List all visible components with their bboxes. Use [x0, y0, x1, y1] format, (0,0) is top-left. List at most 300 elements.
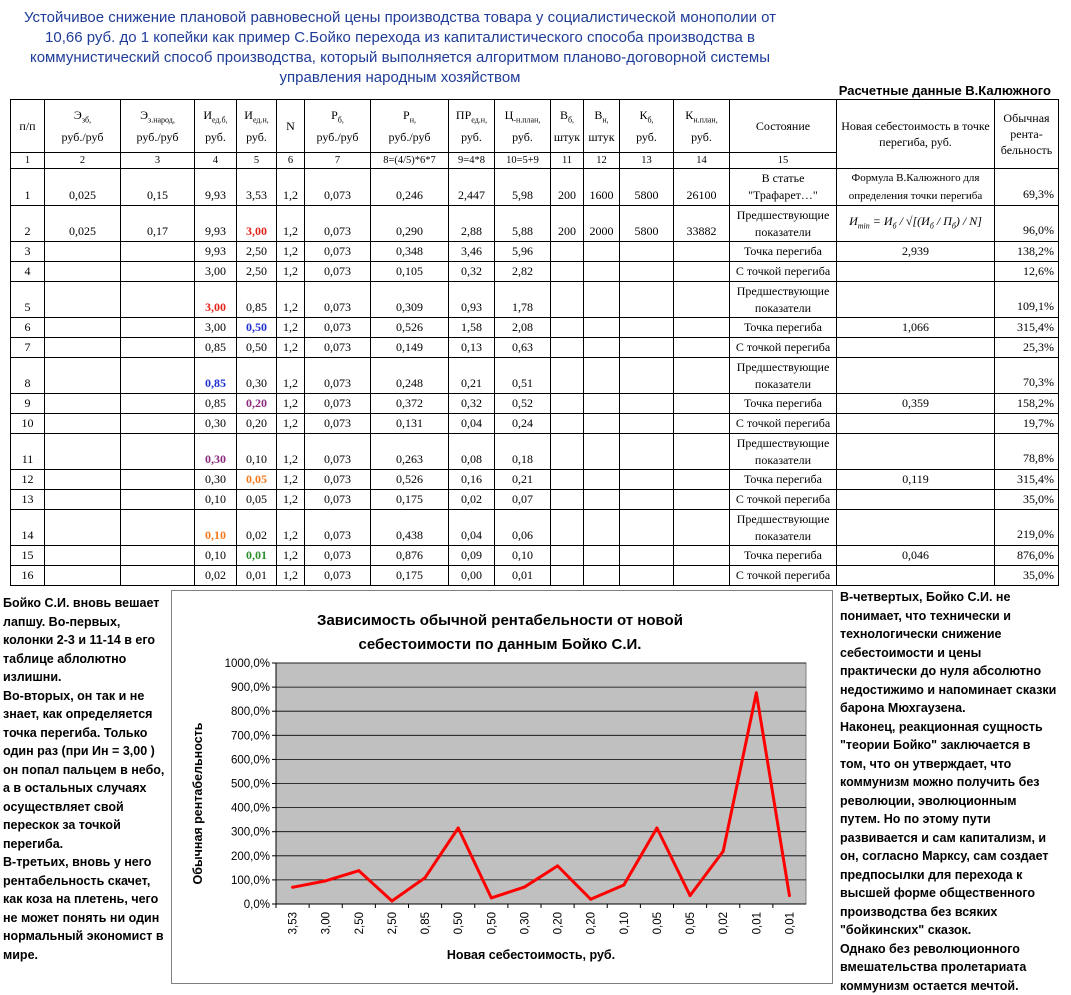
cell-newc — [837, 490, 995, 510]
x-tick-label: 0,02 — [718, 912, 730, 934]
cell-p1: 0,073 — [305, 282, 371, 318]
cell-p2: 0,105 — [371, 262, 449, 282]
cell-pr: 3,46 — [449, 242, 495, 262]
y-tick-label: 300,0% — [231, 827, 270, 839]
cell-i1: 0,30 — [195, 434, 237, 470]
column-number: 14 — [674, 153, 730, 169]
cell-v2 — [584, 282, 620, 318]
cell-N: 1,2 — [277, 470, 305, 490]
cell-rent: 69,3% — [995, 169, 1059, 206]
cell-p2: 0,348 — [371, 242, 449, 262]
page-title — [0, 8, 800, 88]
cell-pr: 0,32 — [449, 394, 495, 414]
cell-k2 — [674, 414, 730, 434]
cell-e1: 0,025 — [45, 206, 121, 242]
x-tick-label: 2,50 — [354, 912, 366, 934]
cell-p2: 0,876 — [371, 546, 449, 566]
right-note-p3: Однако без революционного вмешательства пролетариата коммунизм остается мечтой. — [840, 940, 1060, 995]
table-row — [11, 318, 1059, 338]
column-number: 10=5+9 — [495, 153, 551, 169]
cell-k2 — [674, 358, 730, 394]
cell-i2: 0,05 — [237, 470, 277, 490]
cell-rent: 19,7% — [995, 414, 1059, 434]
cell-p1: 0,073 — [305, 206, 371, 242]
cell-v1 — [551, 490, 584, 510]
cell-N: 1,2 — [277, 414, 305, 434]
cell-p1: 0,073 — [305, 566, 371, 586]
cell-e2 — [121, 242, 195, 262]
cell-k2 — [674, 566, 730, 586]
cell-newc — [837, 510, 995, 546]
cell-i2: 2,50 — [237, 262, 277, 282]
y-axis-label: Обычная рентабельность — [191, 722, 205, 884]
cell-newc — [837, 282, 995, 318]
cell-e2 — [121, 490, 195, 510]
cell-e1 — [45, 318, 121, 338]
column-number: 15 — [730, 153, 837, 169]
header-pr: $ПР_{ед.н,}$ руб. — [449, 100, 495, 153]
cell-N: 1,2 — [277, 546, 305, 566]
cell-i1: 0,30 — [195, 470, 237, 490]
cell-k1 — [620, 510, 674, 546]
cell-e1: 0,025 — [45, 169, 121, 206]
table-row — [11, 358, 1059, 394]
cell-e1 — [45, 566, 121, 586]
cell-p1: 0,073 — [305, 434, 371, 470]
cell-rent: 78,8% — [995, 434, 1059, 470]
cell-n: 8 — [11, 358, 45, 394]
cell-p1: 0,073 — [305, 242, 371, 262]
cell-k2 — [674, 338, 730, 358]
y-tick-label: 100,0% — [231, 875, 270, 887]
header-price: $Ц_{-н.план,}$ руб. — [495, 100, 551, 153]
cell-i2: 2,50 — [237, 242, 277, 262]
data-point — [457, 826, 460, 829]
x-tick-label: 0,50 — [453, 912, 465, 934]
x-tick-label: 2,50 — [387, 912, 399, 934]
x-tick-label: 0,10 — [619, 912, 631, 934]
y-tick-label: 0,0% — [244, 899, 270, 911]
cell-e1 — [45, 414, 121, 434]
cell-k1 — [620, 414, 674, 434]
x-tick-label: 0,30 — [519, 912, 531, 934]
cell-N: 1,2 — [277, 490, 305, 510]
header-num: п/п — [11, 100, 45, 153]
cell-i2: 0,50 — [237, 318, 277, 338]
cell-p2: 0,149 — [371, 338, 449, 358]
cell-k1 — [620, 566, 674, 586]
cell-v1 — [551, 318, 584, 338]
column-number: 9=4*8 — [449, 153, 495, 169]
y-tick-label: 1000,0% — [225, 658, 270, 670]
cell-pr: 1,58 — [449, 318, 495, 338]
cell-N: 1,2 — [277, 338, 305, 358]
left-note-p2: Во-вторых, он так и не знает, как определяется точка перегиба. Только один раз (при Ин = 3,00 ) он попал пальцем в небо, а в остальных случаях осуществляет свой перескок за точкой перегиба. — [3, 687, 168, 854]
cell-state: Точка перегиба — [730, 394, 837, 414]
cell-rent: 315,4% — [995, 318, 1059, 338]
cell-k2 — [674, 282, 730, 318]
header-state: Состояние — [730, 100, 837, 153]
header-kn: $К_{н.план,}$ руб. — [674, 100, 730, 153]
cell-n: 6 — [11, 318, 45, 338]
cell-i1: 9,93 — [195, 169, 237, 206]
header-rb: $Р_{б,}$ руб./руб — [305, 100, 371, 153]
cell-c: 0,07 — [495, 490, 551, 510]
cell-v1 — [551, 358, 584, 394]
left-commentary — [3, 594, 168, 964]
x-tick-label: 0,50 — [486, 912, 498, 934]
cell-i1: 0,30 — [195, 414, 237, 434]
cell-v1 — [551, 470, 584, 490]
cell-i2: 0,01 — [237, 546, 277, 566]
cell-e1 — [45, 282, 121, 318]
cell-c: 0,52 — [495, 394, 551, 414]
cell-c: 1,78 — [495, 282, 551, 318]
cell-v2 — [584, 262, 620, 282]
title-line-1: Устойчивое снижение плановой равновесной цены производства товара у социалистической монополии от — [0, 8, 800, 28]
cell-rent: 35,0% — [995, 490, 1059, 510]
cell-p2: 0,246 — [371, 169, 449, 206]
cell-i2: 3,00 — [237, 206, 277, 242]
header-kb: $К_{б,}$ руб. — [620, 100, 674, 153]
cell-v2 — [584, 470, 620, 490]
cell-state: С точкой перегиба — [730, 338, 837, 358]
cell-pr: 0,16 — [449, 470, 495, 490]
cell-p1: 0,073 — [305, 262, 371, 282]
cell-newc — [837, 206, 995, 242]
cell-e2 — [121, 546, 195, 566]
cell-v2: 2000 — [584, 206, 620, 242]
cell-n: 5 — [11, 282, 45, 318]
cell-v1: 200 — [551, 206, 584, 242]
cell-k2 — [674, 434, 730, 470]
cell-i1: 9,93 — [195, 206, 237, 242]
cell-v2 — [584, 318, 620, 338]
cell-pr: 0,32 — [449, 262, 495, 282]
cell-rent: 25,3% — [995, 338, 1059, 358]
cell-c: 2,08 — [495, 318, 551, 338]
table-row — [11, 282, 1059, 318]
cell-newc — [837, 358, 995, 394]
y-tick-label: 600,0% — [231, 754, 270, 766]
cell-v2 — [584, 566, 620, 586]
column-number: 7 — [305, 153, 371, 169]
cell-p1: 0,073 — [305, 470, 371, 490]
cell-newc — [837, 338, 995, 358]
cell-k1 — [620, 546, 674, 566]
cell-v1 — [551, 282, 584, 318]
cell-v1 — [551, 546, 584, 566]
x-tick-label: 0,01 — [784, 912, 796, 934]
cell-n: 10 — [11, 414, 45, 434]
table-row — [11, 546, 1059, 566]
cell-k1 — [620, 394, 674, 414]
cell-c: 0,63 — [495, 338, 551, 358]
data-point — [722, 850, 725, 853]
x-tick-label: 0,01 — [751, 912, 763, 934]
cell-k2 — [674, 318, 730, 338]
cell-v1 — [551, 242, 584, 262]
cell-c: 0,21 — [495, 470, 551, 490]
cell-pr: 0,02 — [449, 490, 495, 510]
cell-p1: 0,073 — [305, 318, 371, 338]
cell-v2: 1600 — [584, 169, 620, 206]
cell-v1: 200 — [551, 169, 584, 206]
cell-rent: 109,1% — [995, 282, 1059, 318]
cell-e1 — [45, 470, 121, 490]
cell-newc: 0,359 — [837, 394, 995, 414]
cell-pr: 0,09 — [449, 546, 495, 566]
cell-e2 — [121, 394, 195, 414]
right-note-p1: В-четвертых, Бойко С.И. не понимает, что технически и технологически снижение себестоимости и цены практически до нуля абсолютно недостижимо и напоминает сказки барона Мюхгаузена. — [840, 588, 1060, 718]
table-row — [11, 414, 1059, 434]
header-rn: $Р_{н,}$ руб./руб — [371, 100, 449, 153]
cell-i1: 3,00 — [195, 262, 237, 282]
cell-k2: 33882 — [674, 206, 730, 242]
table-row — [11, 262, 1059, 282]
cell-N: 1,2 — [277, 394, 305, 414]
cell-newc: 0,119 — [837, 470, 995, 490]
cell-newc: 0,046 — [837, 546, 995, 566]
cell-state: В статье "Трафарет…" — [730, 169, 837, 206]
cell-n: 14 — [11, 510, 45, 546]
cell-v1 — [551, 566, 584, 586]
table-row — [11, 490, 1059, 510]
cell-newc — [837, 434, 995, 470]
table-row — [11, 470, 1059, 490]
data-point — [689, 894, 692, 897]
cell-v1 — [551, 394, 584, 414]
cell-state: С точкой перегиба — [730, 414, 837, 434]
cell-c: 5,88 — [495, 206, 551, 242]
column-number: 13 — [620, 153, 674, 169]
calculation-table — [10, 99, 1059, 586]
cell-n: 15 — [11, 546, 45, 566]
cell-e1 — [45, 490, 121, 510]
chart-title-line: себестоимости по данным Бойко С.И. — [359, 636, 642, 653]
cell-pr: 0,93 — [449, 282, 495, 318]
cell-rent: 158,2% — [995, 394, 1059, 414]
cell-N: 1,2 — [277, 282, 305, 318]
data-point — [556, 864, 559, 867]
cell-k1 — [620, 338, 674, 358]
cell-state: Предшествующие показатели — [730, 510, 837, 546]
header-new-cost: Новая себестоимость в точке перегиба, руб. — [837, 100, 995, 169]
header-ieb: $И_{ед.б,}$ руб. — [195, 100, 237, 153]
left-note-p1: Бойко С.И. вновь вешает лапшу. Во-первых, колонки 2-3 и 11-14 в его таблице аблолютно излишни. — [3, 594, 168, 687]
cell-i1: 0,85 — [195, 358, 237, 394]
cell-i1: 9,93 — [195, 242, 237, 262]
cell-pr: 2,88 — [449, 206, 495, 242]
cell-N: 1,2 — [277, 434, 305, 470]
cell-pr: 2,447 — [449, 169, 495, 206]
cell-newc — [837, 414, 995, 434]
cell-c: 5,98 — [495, 169, 551, 206]
data-point — [755, 691, 758, 694]
column-number: 3 — [121, 153, 195, 169]
cell-state: С точкой перегиба — [730, 490, 837, 510]
cell-e2 — [121, 262, 195, 282]
cell-rent: 70,3% — [995, 358, 1059, 394]
header-rent: Обычная рента-бельность — [995, 100, 1059, 169]
cell-i2: 0,50 — [237, 338, 277, 358]
rentability-chart — [171, 590, 833, 984]
cell-i1: 0,10 — [195, 546, 237, 566]
data-point — [490, 896, 493, 899]
cell-n: 12 — [11, 470, 45, 490]
cell-n: 11 — [11, 434, 45, 470]
data-point — [622, 884, 625, 887]
cell-e1 — [45, 338, 121, 358]
table-row — [11, 510, 1059, 546]
cell-p1: 0,073 — [305, 490, 371, 510]
cell-k1 — [620, 318, 674, 338]
table-body — [11, 169, 1059, 586]
cell-n: 2 — [11, 206, 45, 242]
cell-e2 — [121, 282, 195, 318]
cell-v2 — [584, 414, 620, 434]
cell-p2: 0,438 — [371, 510, 449, 546]
cell-n: 1 — [11, 169, 45, 206]
cell-pr: 0,04 — [449, 414, 495, 434]
data-point — [357, 869, 360, 872]
cell-state: Предшествующие показатели — [730, 434, 837, 470]
header-ien: $И_{ед.н,}$ руб. — [237, 100, 277, 153]
cell-pr: 0,21 — [449, 358, 495, 394]
cell-p1: 0,073 — [305, 414, 371, 434]
cell-rent: 315,4% — [995, 470, 1059, 490]
column-number: 12 — [584, 153, 620, 169]
cell-k1 — [620, 242, 674, 262]
cell-i1: 0,10 — [195, 510, 237, 546]
cell-p2: 0,526 — [371, 470, 449, 490]
cell-p1: 0,073 — [305, 169, 371, 206]
cell-N: 1,2 — [277, 242, 305, 262]
cell-pr: 0,00 — [449, 566, 495, 586]
cell-v2 — [584, 338, 620, 358]
cell-state: Точка перегиба — [730, 546, 837, 566]
column-number: 1 — [11, 153, 45, 169]
cell-newc: 2,939 — [837, 242, 995, 262]
x-tick-label: 0,20 — [553, 912, 565, 934]
cell-i2: 0,01 — [237, 566, 277, 586]
chart-title-line: Зависимость обычной рентабельности от новой — [317, 612, 683, 629]
left-note-p3: В-третьих, вновь у него рентабельность скачет, как коза на плетень, чего не может понять ни один нормальный экономист в мире. — [3, 853, 168, 964]
kalyuzhny-formula: $И_{min} = И_б / √[(И_б / П_б) / N]$ — [849, 214, 982, 228]
data-point — [390, 899, 393, 902]
cell-p2: 0,309 — [371, 282, 449, 318]
cell-i2: 0,05 — [237, 490, 277, 510]
cell-rent: 138,2% — [995, 242, 1059, 262]
cell-N: 1,2 — [277, 566, 305, 586]
cell-newc — [837, 262, 995, 282]
cell-c: 2,82 — [495, 262, 551, 282]
cell-rent: 12,6% — [995, 262, 1059, 282]
cell-N: 1,2 — [277, 358, 305, 394]
cell-v1 — [551, 338, 584, 358]
cell-k1 — [620, 434, 674, 470]
y-tick-label: 700,0% — [231, 730, 270, 742]
column-number: 2 — [45, 153, 121, 169]
cell-k1 — [620, 470, 674, 490]
cell-c: 0,51 — [495, 358, 551, 394]
cell-rent: 96,0% — [995, 206, 1059, 242]
cell-i2: 0,85 — [237, 282, 277, 318]
data-point — [523, 886, 526, 889]
cell-n: 9 — [11, 394, 45, 414]
cell-k1 — [620, 282, 674, 318]
cell-e2 — [121, 338, 195, 358]
cell-e1 — [45, 546, 121, 566]
cell-p2: 0,263 — [371, 434, 449, 470]
cell-newc: Формула В.Калюжного для определения точки перегиба — [837, 169, 995, 206]
cell-e2: 0,15 — [121, 169, 195, 206]
column-number: 5 — [237, 153, 277, 169]
x-tick-label: 3,53 — [288, 912, 300, 934]
table-row — [11, 206, 1059, 242]
cell-n: 4 — [11, 262, 45, 282]
data-point — [424, 876, 427, 879]
title-line-4: управления народным хозяйством — [0, 68, 800, 88]
cell-k2 — [674, 394, 730, 414]
cell-p2: 0,131 — [371, 414, 449, 434]
cell-i1: 3,00 — [195, 282, 237, 318]
cell-k1: 5800 — [620, 206, 674, 242]
credit-label: Расчетные данные В.Калюжного — [839, 83, 1051, 98]
cell-i1: 3,00 — [195, 318, 237, 338]
column-number: 8=(4/5)*6*7 — [371, 153, 449, 169]
cell-k2 — [674, 262, 730, 282]
cell-pr: 0,13 — [449, 338, 495, 358]
cell-e1 — [45, 510, 121, 546]
cell-i2: 0,02 — [237, 510, 277, 546]
header-eznarod: $Э_{з.народ,}$ руб./руб — [121, 100, 195, 153]
cell-k2 — [674, 490, 730, 510]
cell-e1 — [45, 394, 121, 414]
cell-e2: 0,17 — [121, 206, 195, 242]
cell-p1: 0,073 — [305, 546, 371, 566]
y-tick-label: 500,0% — [231, 779, 270, 791]
cell-v2 — [584, 242, 620, 262]
cell-c: 0,18 — [495, 434, 551, 470]
x-axis-label: Новая себестоимость, руб. — [447, 948, 615, 962]
header-vn: $В_{н,}$ штук — [584, 100, 620, 153]
cell-v2 — [584, 394, 620, 414]
cell-newc: 1,066 — [837, 318, 995, 338]
cell-v2 — [584, 546, 620, 566]
cell-p1: 0,073 — [305, 394, 371, 414]
chart-svg — [172, 591, 832, 983]
cell-N: 1,2 — [277, 262, 305, 282]
title-line-2: 10,66 руб. до 1 копейки как пример С.Бойко перехода из капиталистического способа производства в — [0, 28, 800, 48]
data-point — [788, 894, 791, 897]
cell-p1: 0,073 — [305, 338, 371, 358]
y-tick-label: 900,0% — [231, 682, 270, 694]
cell-N: 1,2 — [277, 510, 305, 546]
x-tick-label: 0,05 — [652, 912, 664, 934]
table-row — [11, 394, 1059, 414]
cell-c: 0,06 — [495, 510, 551, 546]
cell-rent: 876,0% — [995, 546, 1059, 566]
right-note-p2: Наконец, реакционная сущность "теории Бойко" заключается в том, что он утверждает, что коммунизм можно получить без революции, эволюционным путем. Но по этому пути развивается и сам капитализм, и он, согласно Марксу, сам создает предпосылки для перехода к высшей форме общественного производства без всяких "бойкинских" сказок. — [840, 718, 1060, 940]
cell-e2 — [121, 470, 195, 490]
cell-p2: 0,248 — [371, 358, 449, 394]
cell-p1: 0,073 — [305, 358, 371, 394]
data-point — [589, 898, 592, 901]
header-n: N — [277, 100, 305, 153]
cell-p2: 0,372 — [371, 394, 449, 414]
cell-k2 — [674, 242, 730, 262]
